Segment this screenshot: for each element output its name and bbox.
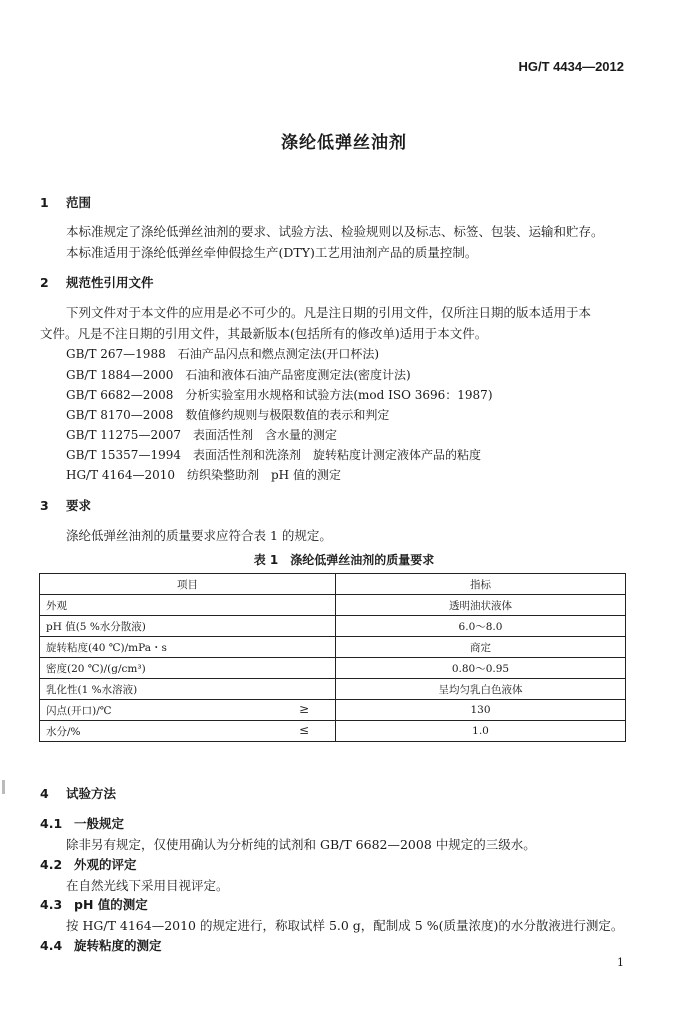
subsection-text: 按 HG/T 4164—2010 的规定进行，称取试样 5.0 g，配制成 5 %(质量浓度)的水分散液进行测定。 [66,918,624,933]
reference-item: HG/T 4164—2010 纺织染整助剂 pH 值的测定 [66,468,341,482]
subsection-number: 4.1 [40,816,63,831]
reference-item: GB/T 8170—2008 数值修约规则与极限数值的表示和判定 [66,408,390,422]
table-cell-item [40,658,336,679]
table-caption-number: 表 1 [253,553,279,567]
subsection-heading-4-4 [40,936,162,954]
item-label: pH 值(5 %水分散液) [46,620,146,633]
table-header-row [40,574,626,595]
section-number: 3 [40,498,49,513]
item-label: 旋转粘度(40 ℃)/mPa・s [46,641,167,654]
table-cell-item [40,679,336,700]
item-label: 密度(20 ℃)/(g/cm³) [46,662,146,675]
subsection-heading-4-3 [40,895,148,913]
table-row [40,637,626,658]
table-cell-value: 0.80～0.95 [336,658,626,679]
reference-item: GB/T 6682—2008 分析实验室用水规格和试验方法(mod ISO 3696：1987) [66,388,493,402]
section-number: 4 [40,786,49,801]
subsection-title: 外观的评定 [74,857,137,872]
table-cell-value: 透明油状液体 [336,595,626,616]
subsection-number: 4.4 [40,938,63,953]
table-row [40,658,626,679]
section-title: 要求 [66,498,92,513]
limit-symbol: ≤ [298,723,309,737]
table-cell-item [40,637,336,658]
table-row [40,721,626,742]
table-cell-value: 6.0～8.0 [336,616,626,637]
table-cell-value: 130 [336,700,626,721]
subsection-title: 旋转粘度的测定 [74,938,162,953]
references-intro: 文件。凡是不注日期的引用文件，其最新版本(包括所有的修改单)适用于本文件。 [40,326,488,341]
table-cell-item [40,595,336,616]
subsection-title: 一般规定 [74,816,125,831]
section-heading-2 [40,273,154,291]
section-title: 试验方法 [66,786,117,801]
table-cell-value: 1.0 [336,721,626,742]
table-row [40,679,626,700]
item-label: 水分/% [46,725,81,738]
item-label: 乳化性(1 %水溶液) [46,683,138,696]
item-label: 外观 [46,599,67,612]
subsection-title: pH 值的测定 [74,897,148,912]
table-row [40,595,626,616]
scope-paragraph: 本标准规定了涤纶低弹丝油剂的要求、试验方法、检验规则以及标志、标签、包装、运输和贮存。 [66,224,604,239]
table-caption [0,551,688,568]
subsection-heading-4-1 [40,814,124,832]
column-header-item: 项目 [40,574,336,595]
subsection-text: 除非另有规定，仅使用确认为分析纯的试剂和 GB/T 6682—2008 中规定的三级水。 [66,837,536,852]
scan-margin-mark [2,780,5,794]
table-cell-item [40,721,336,742]
document-title: 涤纶低弹丝油剂 [281,133,407,153]
section-title: 规范性引用文件 [66,275,154,290]
section-heading-3 [40,496,91,514]
standard-number: HG/T 4434—2012 [518,59,624,74]
requirements-paragraph: 涤纶低弹丝油剂的质量要求应符合表 1 的规定。 [66,528,332,543]
section-title: 范围 [66,195,92,210]
section-heading-4 [40,784,116,802]
subsection-text: 在自然光线下采用目视评定。 [66,878,229,893]
references-intro: 下列文件对于本文件的应用是必不可少的。凡是注日期的引用文件，仅所注日期的版本适用于本 [66,305,592,320]
reference-item: GB/T 267—1988 石油产品闪点和燃点测定法(开口杯法) [66,347,380,361]
section-heading-1 [40,193,91,211]
reference-item: GB/T 11275—2007 表面活性剂 含水量的测定 [66,428,337,442]
item-label: 闪点(开口)/℃ [46,704,112,717]
table-cell-value: 商定 [336,637,626,658]
limit-symbol: ≥ [298,702,309,716]
page-number: 1 [617,956,624,969]
table-cell-item [40,700,336,721]
table-cell-item [40,616,336,637]
quality-requirements-table [39,573,626,742]
subsection-heading-4-2 [40,855,137,873]
section-number: 2 [40,275,49,290]
reference-item: GB/T 15357—1994 表面活性剂和洗涤剂 旋转粘度计测定液体产品的粘度 [66,448,481,462]
column-header-value: 指标 [336,574,626,595]
table-caption-title: 涤纶低弹丝油剂的质量要求 [290,553,435,567]
table-row [40,700,626,721]
table-cell-value: 呈均匀乳白色液体 [336,679,626,700]
scope-paragraph: 本标准适用于涤纶低弹丝牵伸假捻生产(DTY)工艺用油剂产品的质量控制。 [66,245,478,260]
subsection-number: 4.2 [40,857,63,872]
subsection-number: 4.3 [40,897,63,912]
section-number: 1 [40,195,49,210]
reference-item: GB/T 1884—2000 石油和液体石油产品密度测定法(密度计法) [66,368,411,382]
table-row [40,616,626,637]
